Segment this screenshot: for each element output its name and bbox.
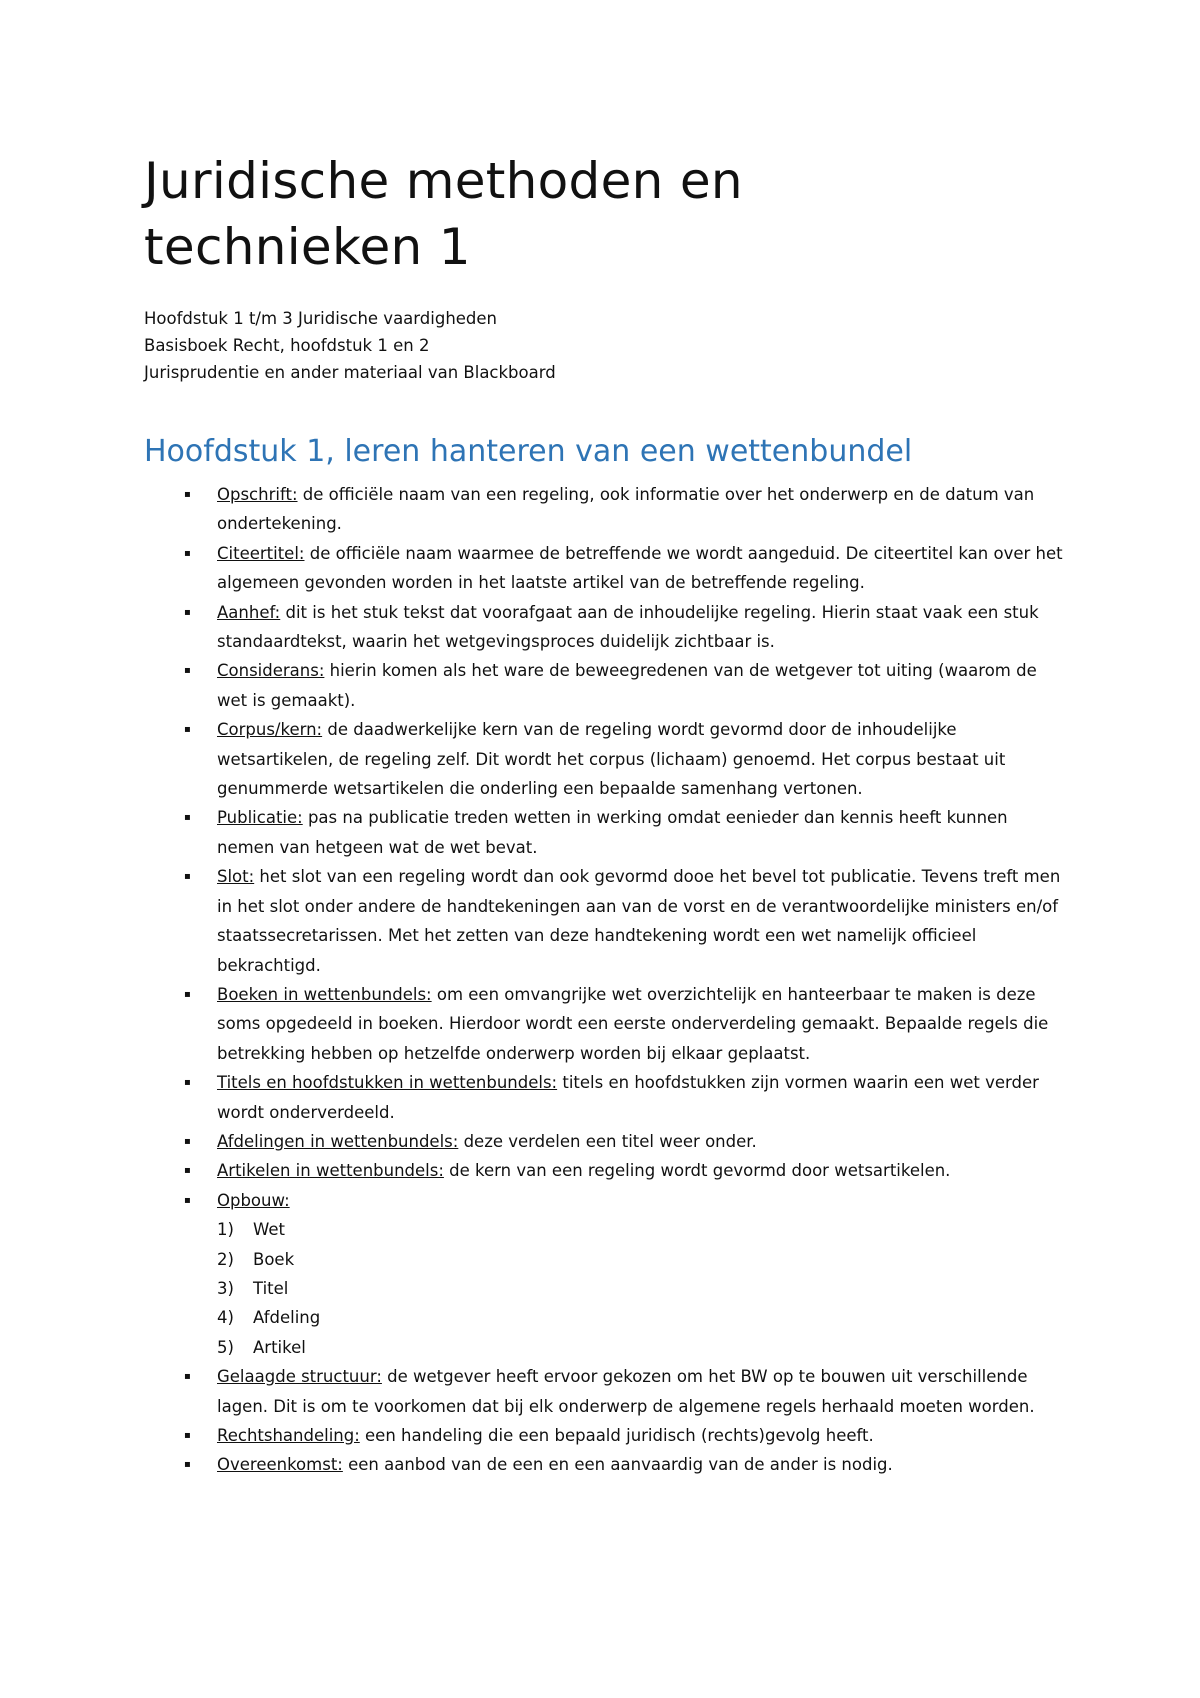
list-item: [144, 1362, 1064, 1421]
list-item-term: Corpus/kern:: [217, 720, 323, 740]
list-item-term: Artikelen in wettenbundels:: [217, 1161, 444, 1181]
bullet-icon: ▪: [184, 1459, 191, 1471]
list-item: [144, 1186, 1064, 1362]
bullet-icon: ▪: [184, 871, 191, 883]
list-item: [144, 539, 1064, 598]
list-item-term: Overeenkomst:: [217, 1455, 343, 1475]
sublist-item: [217, 1274, 1064, 1303]
sublist-item-label: Wet: [253, 1220, 285, 1240]
list-item: [144, 715, 1064, 803]
list-item-term: Afdelingen in wettenbundels:: [217, 1131, 459, 1151]
list-item-text: een aanbod van de een en een aanvaardig van de ander is nodig.: [342, 1455, 893, 1475]
list-item-term: Slot:: [217, 867, 255, 887]
list-item-term: Publicatie:: [217, 808, 303, 828]
list-item-term: Opbouw:: [217, 1190, 290, 1210]
bullet-icon: ▪: [184, 812, 191, 824]
bullet-icon: ▪: [184, 1371, 191, 1383]
bullet-icon: ▪: [184, 489, 191, 500]
sublist-item-label: Artikel: [253, 1337, 306, 1357]
sublist-item-number: 2): [217, 1249, 234, 1269]
list-item-term: Aanhef:: [217, 602, 281, 622]
list-item-text: de officiële naam waarmee de betreffende we wordt aangeduid. De citeertitel kan over het algemeen gevonden worden in het laatste artikel van de betreffende regeling.: [217, 543, 1063, 593]
numbered-sublist: [217, 1215, 1064, 1362]
bullet-icon: ▪: [184, 724, 191, 736]
sublist-item: [217, 1333, 1064, 1362]
sublist-item-label: Afdeling: [253, 1308, 321, 1328]
sublist-item-label: Boek: [253, 1249, 295, 1269]
section-heading: Hoofdstuk 1, leren hanteren van een wettenbundel: [144, 434, 913, 469]
list-item-term: Rechtshandeling:: [217, 1426, 360, 1445]
sublist-item: [217, 1215, 1064, 1244]
bullet-icon: ▪: [184, 1194, 191, 1206]
list-item: [144, 1068, 1064, 1127]
sublist-item: [217, 1303, 1064, 1332]
bullet-icon: ▪: [184, 1165, 191, 1177]
document-title: [144, 148, 1084, 280]
list-item-text: hierin komen als het ware de beweegredenen van de wetgever tot uiting (waarom de wet is gemaakt).: [217, 661, 1037, 710]
sublist-item-number: 3): [217, 1278, 234, 1298]
list-item-text: de officiële naam van een regeling, ook informatie over het onderwerp en de datum van ondertekening.: [217, 485, 1035, 534]
sublist-item-number: 1): [217, 1220, 234, 1240]
bullet-icon: ▪: [184, 606, 191, 618]
intro-line: Basisboek Recht, hoofdstuk 1 en 2: [144, 336, 430, 355]
list-item-text: dit is het stuk tekst dat voorafgaat aan de inhoudelijke regeling. Hierin staat vaak een stuk standaardtekst, waarin het wetgevingsproces duidelijk zichtbaar is.: [217, 602, 1039, 652]
definition-list: [144, 480, 1064, 1480]
intro-line: Hoofdstuk 1 t/m 3 Juridische vaardigheden: [144, 309, 498, 328]
bullet-icon: ▪: [184, 665, 191, 677]
sublist-item: [217, 1245, 1064, 1274]
sublist-item-number: 5): [217, 1337, 234, 1357]
list-item-term: Considerans:: [217, 661, 325, 681]
list-item-text: deze verdelen een titel weer onder.: [458, 1131, 757, 1151]
list-item-text: de kern van een regeling wordt gevormd door wetsartikelen.: [443, 1161, 951, 1181]
intro-line: Jurisprudentie en ander materiaal van Blackboard: [144, 363, 556, 382]
list-item-text: om een omvangrijke wet overzichtelijk en hanteerbaar te maken is deze soms opgedeeld in boeken. Hierdoor wordt een eerste onderverdeling gemaakt. Bepaalde regels die betrekking hebben op hetzelfde onderwerp worden bij elkaar geplaatst.: [217, 984, 1049, 1063]
list-item-text: de daadwerkelijke kern van de regeling wordt gevormd door de inhoudelijke wetsartikelen, de regeling zelf. Dit wordt het corpus (lichaam) genoemd. Het corpus bestaat uit genummerde wetsartikelen die onderling een bepaalde samenhang vertonen.: [217, 720, 1006, 799]
list-item-text: titels en hoofdstukken zijn vormen waarin een wet verder wordt onderverdeeld.: [217, 1073, 1039, 1122]
list-item: [144, 980, 1064, 1068]
sublist-item-label: Titel: [253, 1278, 289, 1298]
list-item: [144, 1127, 1064, 1156]
list-item: [144, 1450, 1064, 1479]
list-item: [144, 862, 1064, 980]
bullet-icon: ▪: [184, 547, 191, 559]
list-item: [144, 656, 1064, 715]
list-item-text: de wetgever heeft ervoor gekozen om het BW op te bouwen uit verschillende lagen. Dit is om te voorkomen dat bij elk onderwerp de algemene regels herhaald moeten worden.: [217, 1367, 1035, 1416]
list-item-text: het slot van een regeling wordt dan ook gevormd dooe het bevel tot publicatie. Tevens treft men in het slot onder andere de handtekeningen aan van de vorst en de verantwoordelijke ministers en/of staatssecretarissen. Met het zetten van deze handtekening wordt een wet namelijk officieel bekrachtigd.: [217, 867, 1061, 975]
document-title-line-2: technieken 1: [144, 218, 471, 276]
list-item: [144, 1421, 1064, 1450]
intro-lines: [144, 305, 1084, 386]
list-item-term: Gelaagde structuur:: [217, 1367, 382, 1387]
list-item-term: Opschrift:: [217, 485, 298, 504]
list-item: [144, 480, 1064, 539]
list-item-term: Titels en hoofdstukken in wettenbundels:: [217, 1073, 558, 1093]
bullet-icon: ▪: [184, 988, 191, 1000]
bullet-icon: ▪: [184, 1077, 191, 1089]
document-title-line-1: Juridische methoden en: [144, 152, 743, 210]
sublist-item-number: 4): [217, 1308, 234, 1328]
list-item: [144, 598, 1064, 657]
list-item: [144, 1156, 1064, 1185]
list-item-term: Boeken in wettenbundels:: [217, 984, 432, 1004]
list-item: [144, 803, 1064, 862]
bullet-icon: ▪: [184, 1430, 191, 1441]
bullet-icon: ▪: [184, 1135, 191, 1147]
list-item-term: Citeertitel:: [217, 543, 305, 563]
list-item-text: pas na publicatie treden wetten in werking omdat eenieder dan kennis heeft kunnen nemen van hetgeen wat de wet bevat.: [217, 808, 1008, 857]
list-item-text: een handeling die een bepaald juridisch (rechts)gevolg heeft.: [359, 1426, 874, 1445]
